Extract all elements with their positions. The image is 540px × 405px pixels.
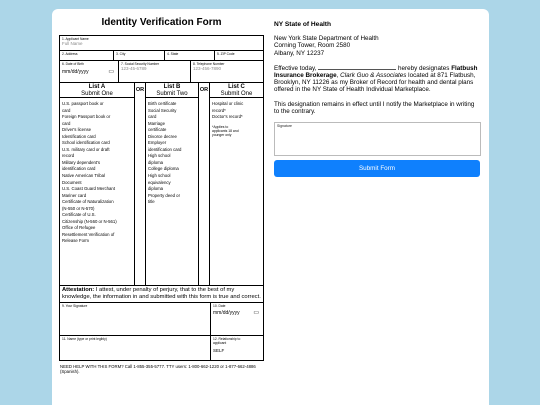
signature-date-row	[60, 303, 263, 336]
document-lists	[60, 83, 263, 286]
list-c-note-line: younger only	[212, 133, 232, 138]
dob-label: 6. Date of Birth	[62, 62, 84, 66]
list-a-item: Native American Tribal	[62, 173, 105, 179]
dob-value: mm/dd/yyyy	[62, 69, 89, 75]
attestation-text: I attest, under penalty of perjury, that to the best of my knowledge, the information in and submitted with this form is true and correct.	[62, 287, 261, 301]
calendar-icon[interactable]: ▭	[253, 310, 259, 317]
list-c-note	[212, 125, 261, 138]
form-date-field[interactable]	[211, 303, 263, 335]
list-b-item: Marriage	[148, 120, 165, 126]
dob-ssn-phone-row	[60, 61, 263, 83]
form-signature-label: 9. Your Signature	[62, 304, 88, 309]
list-b-subtitle: Submit Two	[156, 90, 188, 97]
list-b-item: Social Security	[148, 107, 177, 113]
applicant-name-input[interactable]: Full Name	[62, 41, 83, 46]
designation-paragraph	[274, 64, 481, 94]
list-c-title: List C	[228, 84, 245, 90]
letter-address	[274, 35, 481, 57]
list-c-items	[210, 98, 263, 140]
list-b-item: identification card	[148, 146, 182, 152]
broker-name: Flatbush Insurance Brokerage	[274, 64, 478, 80]
list-a	[60, 83, 135, 285]
phone-field[interactable]	[191, 61, 263, 82]
list-b-item: High school	[148, 173, 171, 179]
list-a-item: Certificate of U.S.	[62, 212, 96, 218]
list-a-item: Office of Refugee	[62, 225, 96, 231]
print-name-label: 11. Name (type or print legibly)	[62, 337, 107, 342]
designation-letter	[274, 21, 481, 177]
list-a-items	[60, 98, 134, 248]
phone-input[interactable]: 123-456-7890	[193, 66, 222, 71]
list-c-item: Doctor's record*	[212, 114, 243, 120]
list-b-header	[146, 83, 198, 98]
list-b-title: List B	[163, 84, 181, 90]
list-a-item: Certificate of Naturalization	[62, 199, 114, 205]
list-a-item: U.S. passport book or	[62, 101, 104, 106]
list-a-item: Identification card	[62, 133, 96, 139]
list-c-subtitle: Submit One	[220, 90, 253, 97]
relationship-label-1: 12. Relationship to	[213, 337, 241, 342]
list-b-item: Birth certificate	[148, 101, 177, 106]
dob-input[interactable]	[62, 69, 116, 76]
list-a-item: Resettlement Verification of	[62, 231, 115, 237]
list-c-item-group	[212, 101, 261, 121]
address-line: Corning Tower, Room 2580	[274, 42, 351, 50]
page-card	[52, 9, 489, 405]
list-a-item: Release Form	[62, 238, 89, 244]
list-c-item: Hospital or clinic	[212, 101, 244, 106]
help-text: NEED HELP WITH THIS FORM? Call 1-855-355-5777. TTY users: 1-800-662-1220 or 1-877-662-4886 (Spanish).	[60, 364, 256, 375]
list-b-item: Divorce decree	[148, 133, 177, 139]
broker-associates: Clark Guo & Associates	[340, 72, 407, 80]
list-a-item: School identification card	[62, 140, 110, 146]
city-label: 3. City	[116, 52, 126, 56]
address-row	[60, 51, 263, 61]
applicant-name-label: 1. Applicant Name	[62, 37, 89, 41]
list-b-items	[146, 98, 198, 209]
list-b	[146, 83, 199, 285]
list-c-item: record*	[212, 107, 226, 113]
letter-signature-label: Signature	[277, 124, 292, 129]
list-a-item: Foreign Passport book or	[62, 114, 111, 120]
address-line: New York State Department of Health	[274, 35, 379, 43]
list-a-header	[60, 83, 134, 98]
phone-label: 8. Telephone Number	[193, 62, 225, 66]
list-a-item: (N-550 or N-570)	[62, 205, 95, 211]
list-a-item: card	[62, 120, 71, 126]
form-date-value: mm/dd/yyyy	[213, 310, 240, 317]
address-field[interactable]	[60, 51, 114, 60]
zip-field[interactable]	[215, 51, 263, 60]
list-a-item: Military dependent's	[62, 159, 101, 165]
designates-text: hereby designates	[396, 64, 452, 72]
list-b-item: title	[148, 199, 155, 205]
list-b-item: Property deed or	[148, 192, 181, 198]
state-label: 4. State	[167, 52, 179, 56]
list-c-note-line: *Applies to	[212, 124, 229, 129]
or-label-bc: OR	[199, 83, 210, 285]
name-relationship-row	[60, 336, 263, 360]
list-b-item: certificate	[148, 127, 167, 133]
list-b-item: equivalency	[148, 179, 171, 185]
ssn-label: 7. Social Security Number	[121, 62, 160, 66]
list-b-item: High school	[148, 153, 171, 159]
form-date-label: 10. Date	[213, 304, 226, 309]
list-b-item: card	[148, 114, 157, 120]
print-name-field[interactable]	[60, 336, 211, 360]
attestation-heading: Attestation:	[62, 287, 95, 293]
list-b-item: diploma	[148, 159, 164, 165]
list-c	[210, 83, 263, 285]
list-c-header	[210, 83, 263, 98]
letter-heading: NY State of Health	[274, 21, 332, 28]
list-a-item: Driver's license	[62, 127, 91, 133]
identity-form-column	[59, 16, 264, 375]
applicant-name-blank[interactable]	[318, 64, 396, 70]
letter-signature-box[interactable]	[274, 122, 481, 156]
list-b-item: Employer	[148, 140, 167, 146]
address-line: Albany, NY 12237	[274, 49, 325, 57]
list-b-item: College diploma	[148, 166, 179, 172]
list-a-item: U.S. military card or draft	[62, 146, 110, 152]
dob-field[interactable]	[60, 61, 119, 82]
effective-today-text: Effective today,	[274, 64, 319, 72]
list-a-item: Document	[62, 179, 82, 185]
ssn-field[interactable]	[119, 61, 191, 82]
relationship-label-2: applicant	[213, 341, 227, 346]
form-date-input[interactable]	[213, 310, 261, 317]
list-c-note-line: applicants 18 and	[212, 128, 239, 133]
form-title: Identity Verification Form	[101, 17, 222, 28]
relationship-field[interactable]	[211, 336, 263, 360]
list-a-item: identification card	[62, 166, 96, 172]
list-a-item: Citizenship (N-560 or N-561)	[62, 218, 117, 224]
list-a-item: record	[62, 153, 75, 159]
applicant-name-row	[60, 36, 263, 51]
remains-paragraph: This designation remains in effect until I notify the Marketplace in writing to the contrary.	[274, 100, 475, 115]
or-label-ab: OR	[135, 83, 146, 285]
list-a-subtitle: Submit One	[81, 90, 113, 97]
designation-rest: located at 871 Flatbush, Brooklyn, NY 11226 as my Broker of Record for health and dental plans offered in the NY State of Health Individual Marketplace.	[274, 72, 476, 94]
submit-form-button[interactable]: Submit Form	[274, 160, 480, 177]
ssn-input[interactable]: 123-45-6789	[121, 66, 147, 71]
identity-form	[59, 35, 264, 361]
applicant-name-field[interactable]	[60, 36, 263, 50]
zip-label: 5. ZIP Code	[217, 52, 235, 56]
list-a-item: Mariner card	[62, 192, 87, 198]
address-label: 2. Address	[62, 52, 78, 56]
relationship-value[interactable]: SELF	[213, 348, 225, 354]
city-field[interactable]	[114, 51, 165, 60]
broker-separator: ,	[336, 72, 341, 80]
attestation	[60, 286, 263, 303]
form-signature-field[interactable]	[60, 303, 211, 335]
state-field[interactable]	[165, 51, 215, 60]
calendar-icon[interactable]: ▭	[108, 69, 114, 75]
list-a-title: List A	[88, 84, 106, 90]
list-b-item: diploma	[148, 186, 164, 192]
list-a-item: card	[62, 107, 71, 113]
list-a-item: U.S. Coast Guard Merchant	[62, 186, 116, 192]
